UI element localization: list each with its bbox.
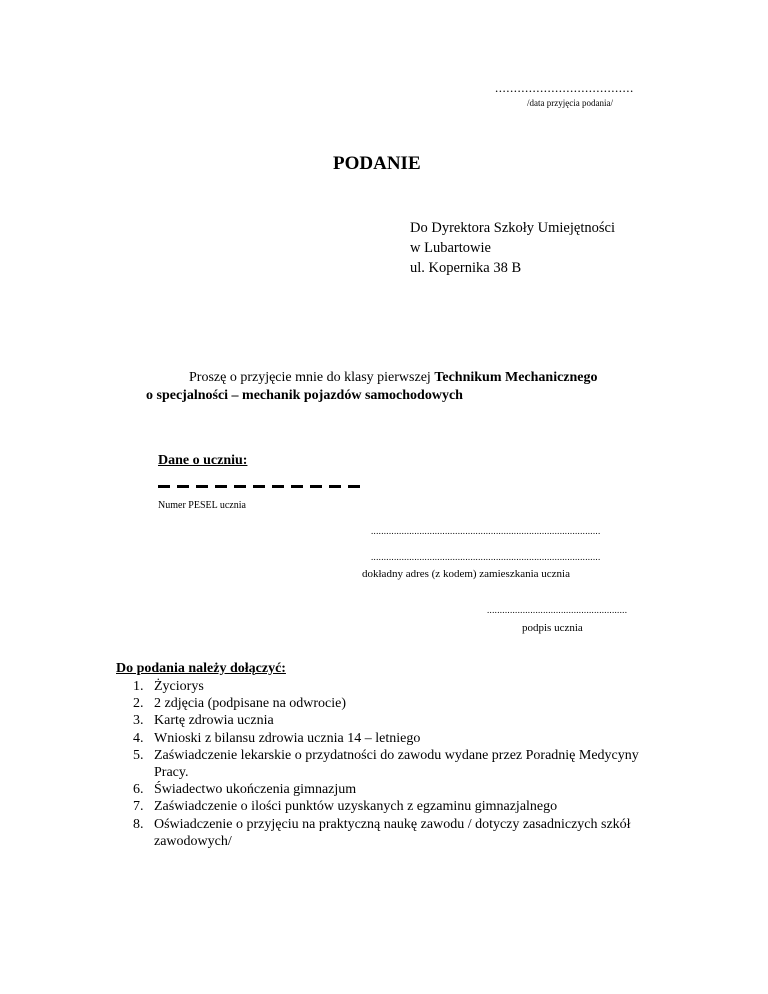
- pesel-digit-box[interactable]: [272, 485, 284, 488]
- pesel-digit-box[interactable]: [177, 485, 189, 488]
- pesel-digit-box[interactable]: [158, 485, 170, 488]
- list-item-number: 7.: [133, 799, 144, 815]
- pesel-digit-box[interactable]: [196, 485, 208, 488]
- signature-caption: podpis ucznia: [522, 622, 583, 634]
- list-item: [133, 695, 653, 712]
- address-caption: dokładny adres (z kodem) zamieszkania ucznia: [362, 568, 570, 580]
- request-line-2: o specjalności – mechanik pojazdów samochodowych: [146, 388, 463, 403]
- date-field-line: .....................................: [495, 80, 634, 95]
- address-field-line-1[interactable]: ..........................................................................................: [371, 526, 601, 536]
- pesel-digit-box[interactable]: [310, 485, 322, 488]
- pesel-digit-box[interactable]: [253, 485, 265, 488]
- list-item-text: Zaświadczenie lekarskie o przydatności do zawodu wydane przez Poradnię Medycyny Pracy.: [154, 747, 639, 781]
- list-item: [133, 730, 653, 747]
- list-item-text: Wnioski z bilansu zdrowia ucznia 14 – letniego: [154, 730, 421, 746]
- request-line-1: [189, 370, 598, 386]
- student-data-heading: Dane o uczniu:: [158, 453, 248, 468]
- attachments-list: [133, 678, 653, 850]
- list-item-number: 3.: [133, 713, 144, 729]
- list-item-text: Zaświadczenie o ilości punktów uzyskanych z egzaminu gimnazjalnego: [154, 799, 558, 815]
- address-field-line-2[interactable]: ..........................................................................................: [371, 552, 601, 562]
- signature-field-line[interactable]: .......................................................: [487, 605, 628, 615]
- addressee-line-1: Do Dyrektora Szkoły Umiejętności: [410, 220, 615, 236]
- pesel-input-boxes[interactable]: [158, 485, 360, 488]
- pesel-digit-box[interactable]: [291, 485, 303, 488]
- list-item: [133, 678, 653, 695]
- list-item-number: 8.: [133, 816, 144, 832]
- list-item: [133, 816, 653, 850]
- list-item: [133, 712, 653, 729]
- date-caption: /data przyjęcia podania/: [527, 98, 613, 108]
- request-text: Proszę o przyjęcie mnie do klasy pierwszej: [189, 370, 435, 385]
- pesel-caption: Numer PESEL ucznia: [158, 500, 246, 511]
- list-item-number: 5.: [133, 747, 144, 763]
- list-item-text: Świadectwo ukończenia gimnazjum: [154, 782, 357, 798]
- list-item-text: Życiorys: [154, 679, 204, 694]
- list-item: [133, 781, 653, 798]
- list-item-number: 4.: [133, 730, 144, 746]
- list-item: [133, 747, 653, 781]
- pesel-digit-box[interactable]: [234, 485, 246, 488]
- school-name: Technikum Mechanicznego: [434, 370, 598, 385]
- attachments-heading: Do podania należy dołączyć:: [116, 661, 286, 676]
- addressee-line-2: w Lubartowie: [410, 240, 491, 256]
- list-item-number: 6.: [133, 782, 144, 798]
- list-item-number: 2.: [133, 696, 144, 712]
- addressee-line-3: ul. Kopernika 38 B: [410, 260, 522, 276]
- pesel-digit-box[interactable]: [329, 485, 341, 488]
- list-item-number: 1.: [133, 679, 144, 694]
- list-item-text: Kartę zdrowia ucznia: [154, 713, 274, 729]
- list-item-text: Oświadczenie o przyjęciu na praktyczną naukę zawodu / dotyczy zasadniczych szkół zawodowych/: [154, 816, 631, 849]
- pesel-digit-box[interactable]: [348, 485, 360, 488]
- page-title: PODANIE: [333, 153, 421, 174]
- pesel-digit-box[interactable]: [215, 485, 227, 488]
- list-item: [133, 798, 653, 815]
- list-item-text: 2 zdjęcia (podpisane na odwrocie): [154, 696, 347, 712]
